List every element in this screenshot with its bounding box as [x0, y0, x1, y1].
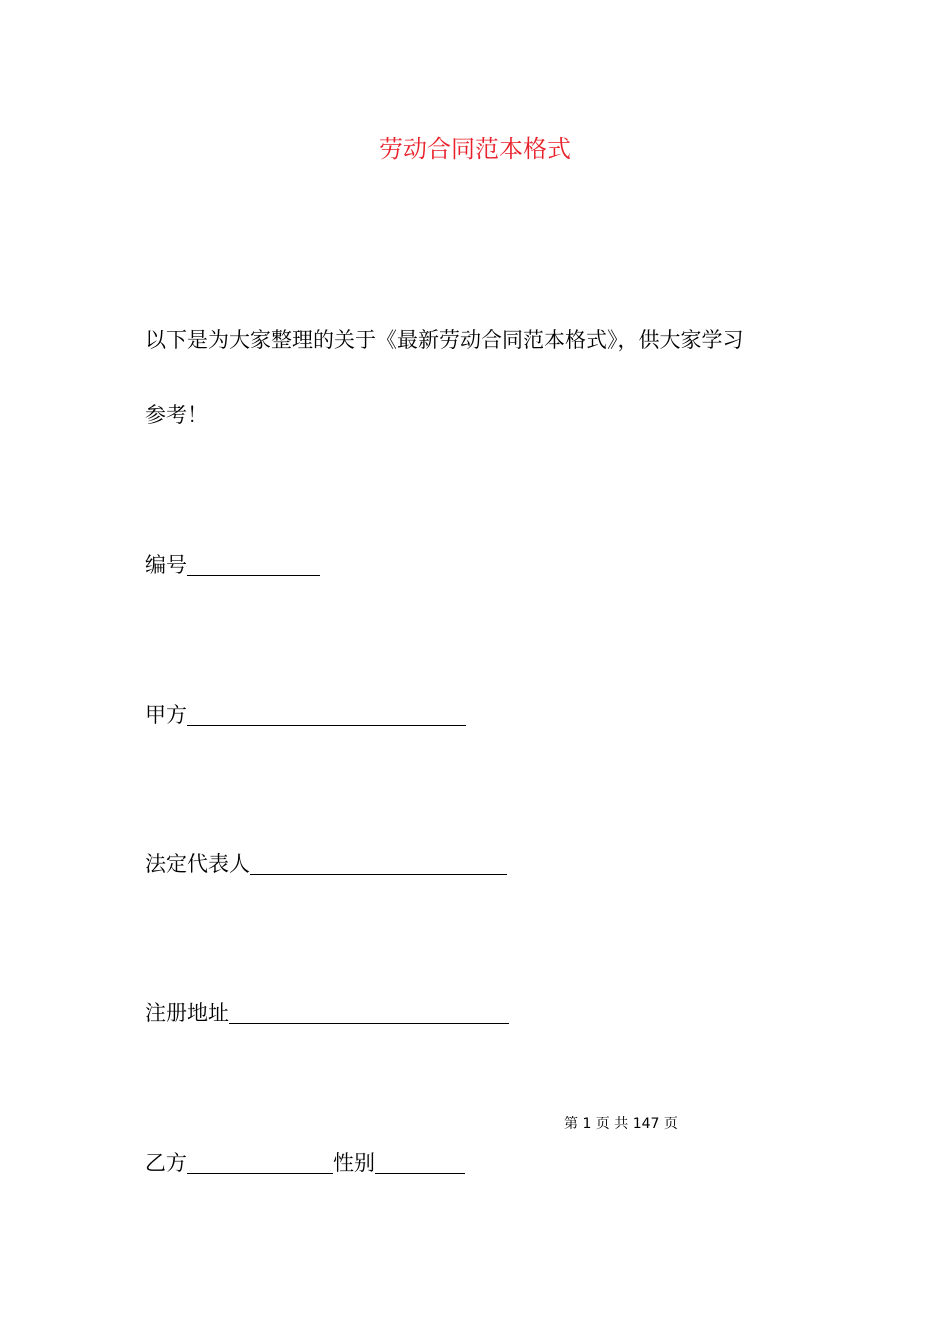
intro-text-line-2: 参考！	[145, 403, 208, 427]
contract-number-label: 编号	[145, 553, 187, 577]
party-b-field	[145, 1149, 465, 1177]
document-title: 劳动合同范本格式	[379, 135, 571, 163]
party-a-blank[interactable]	[187, 703, 466, 726]
page-footer: 第 1 页 共 147 页	[564, 1116, 678, 1132]
party-a-field	[145, 701, 466, 729]
registered-address-label: 注册地址	[145, 1001, 229, 1025]
party-b-label: 乙方	[145, 1151, 187, 1175]
intro-text-line-1: 以下是为大家整理的关于《最新劳动合同范本格式》，供大家学习	[145, 328, 744, 352]
gender-blank[interactable]	[375, 1151, 465, 1174]
legal-representative-field	[145, 850, 507, 878]
contract-number-blank[interactable]	[187, 553, 320, 576]
party-a-label: 甲方	[145, 703, 187, 727]
registered-address-field	[145, 999, 509, 1027]
legal-representative-label: 法定代表人	[145, 852, 250, 876]
legal-representative-blank[interactable]	[250, 852, 507, 875]
registered-address-blank[interactable]	[229, 1001, 509, 1024]
contract-number-field	[145, 551, 320, 579]
gender-label: 性别	[333, 1151, 375, 1175]
party-b-blank[interactable]	[187, 1151, 333, 1174]
